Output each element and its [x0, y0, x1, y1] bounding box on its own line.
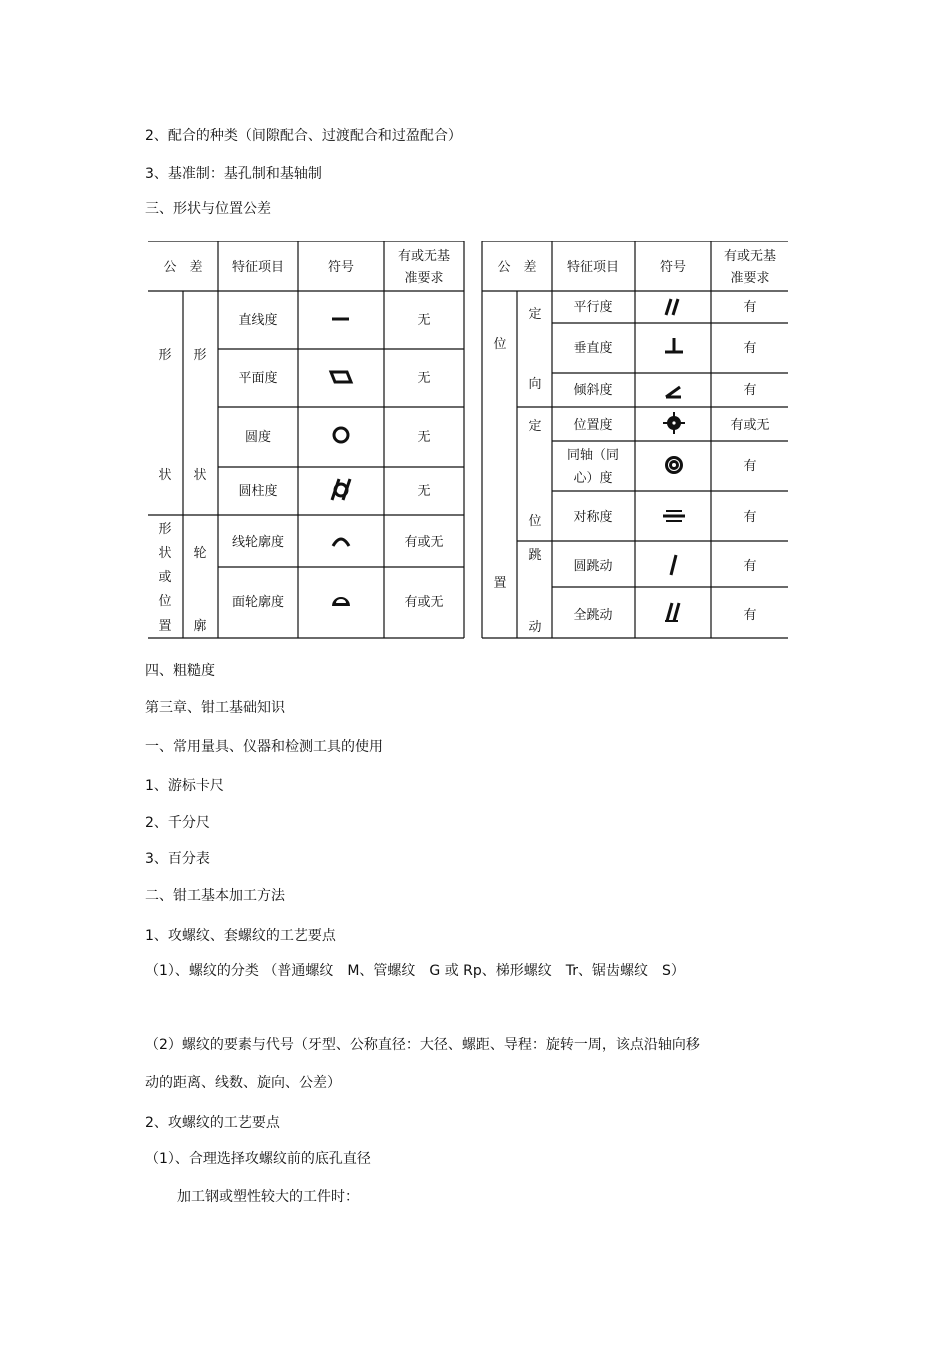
chapter-heading: 第三章、钳工基础知识	[145, 700, 285, 716]
text-line: 1、游标卡尺	[145, 778, 224, 794]
circular-runout-icon	[671, 555, 676, 575]
text-line: 加工钢或塑性较大的工件时：	[177, 1189, 359, 1205]
feature-label: 垂直度	[573, 341, 613, 356]
header-datum: 有或无基	[723, 249, 777, 264]
group-label: 状	[158, 468, 172, 483]
feature-label: 平面度	[238, 371, 278, 386]
text-line: 2、千分尺	[145, 815, 210, 831]
group-label: 或	[158, 570, 172, 585]
perpendicularity-icon	[665, 338, 683, 352]
tolerance-table-grid	[148, 241, 788, 639]
line-profile-icon	[333, 539, 349, 546]
feature-label: 圆度	[244, 430, 272, 445]
feature-label: 圆柱度	[238, 484, 278, 499]
tolerance-table	[148, 241, 788, 639]
position-icon	[663, 412, 685, 434]
feature-label: 倾斜度	[573, 383, 613, 398]
header-datum: 有或无基	[397, 249, 451, 264]
feature-label: 心）度	[573, 471, 613, 486]
header-tolerance: 公 差	[497, 260, 537, 275]
datum-label: 有或无	[404, 535, 444, 550]
text-line: 1、攻螺纹、套螺纹的工艺要点	[145, 928, 336, 944]
datum-label: 有	[743, 459, 757, 474]
cylindricity-icon	[332, 479, 350, 500]
group-label: 轮	[193, 546, 207, 561]
section-heading: 三、形状与位置公差	[145, 201, 271, 217]
section-heading: 四、粗糙度	[145, 663, 215, 679]
feature-label: 平行度	[573, 300, 613, 315]
group-label: 位	[493, 337, 507, 352]
total-runout-icon	[665, 603, 679, 621]
datum-label: 无	[417, 430, 431, 445]
group-label: 向	[528, 377, 542, 392]
datum-label: 无	[417, 484, 431, 499]
parallelism-icon	[666, 299, 678, 315]
group-label: 定	[528, 307, 542, 322]
header-feature: 特征项目	[231, 260, 285, 275]
section-heading: 二、钳工基本加工方法	[145, 888, 285, 904]
feature-label: 全跳动	[573, 608, 613, 623]
group-label: 位	[528, 514, 542, 529]
surface-profile-icon	[332, 597, 350, 606]
text-line: 动的距离、线数、旋向、公差）	[145, 1075, 341, 1091]
datum-label: 有	[743, 608, 757, 623]
header-tolerance: 公 差	[163, 260, 203, 275]
group-label: 形	[193, 348, 207, 363]
text-line: （2）螺纹的要素与代号（牙型、公称直径：大径、螺距、导程：旋转一周，该点沿轴向移	[145, 1037, 700, 1053]
text-line: 3、基准制：基孔制和基轴制	[145, 166, 322, 182]
header-symbol: 符号	[327, 260, 355, 275]
group-label: 位	[158, 594, 172, 609]
group-label: 跳	[528, 548, 542, 563]
text-line: 2、攻螺纹的工艺要点	[145, 1115, 280, 1131]
feature-label: 对称度	[573, 510, 613, 525]
group-label: 置	[493, 576, 507, 591]
header-datum: 准要求	[730, 271, 770, 286]
group-label: 廓	[193, 619, 207, 634]
datum-label: 无	[417, 313, 431, 328]
datum-label: 有或无	[730, 418, 770, 433]
group-label: 状	[193, 468, 207, 483]
text-line: （1）、螺纹的分类 （普通螺纹 M、管螺纹 G 或 Rp、梯形螺纹 Tr、锯齿螺纹 S）	[145, 963, 685, 979]
text-line: 2、配合的种类（间隙配合、过渡配合和过盈配合）	[145, 128, 462, 144]
feature-label: 线轮廓度	[231, 535, 285, 550]
feature-label: 位置度	[573, 418, 613, 433]
header-feature: 特征项目	[566, 260, 620, 275]
datum-label: 无	[417, 371, 431, 386]
datum-label: 有	[743, 300, 757, 315]
feature-label: 圆跳动	[573, 559, 613, 574]
group-label: 置	[158, 619, 172, 634]
feature-label: 直线度	[238, 313, 278, 328]
feature-label: 同轴（同	[566, 448, 620, 463]
text-line: 3、百分表	[145, 851, 210, 867]
group-label: 形	[158, 348, 172, 363]
datum-label: 有	[743, 383, 757, 398]
header-symbol: 符号	[659, 260, 687, 275]
header-datum: 准要求	[404, 271, 444, 286]
section-heading: 一、常用量具、仪器和检测工具的使用	[145, 739, 383, 755]
circularity-icon	[334, 428, 348, 442]
text-line: （1）、合理选择攻螺纹前的底孔直径	[145, 1151, 371, 1167]
feature-label: 面轮廓度	[231, 595, 285, 610]
datum-label: 有	[743, 341, 757, 356]
group-label: 动	[528, 620, 542, 635]
datum-label: 有	[743, 559, 757, 574]
symmetry-icon	[663, 511, 685, 521]
angularity-icon	[666, 387, 681, 397]
flatness-icon	[331, 372, 351, 382]
group-label: 形	[158, 522, 172, 537]
group-label: 状	[158, 546, 172, 561]
datum-label: 有或无	[404, 595, 444, 610]
group-label: 定	[528, 419, 542, 434]
datum-label: 有	[743, 510, 757, 525]
concentricity-icon	[667, 458, 682, 473]
